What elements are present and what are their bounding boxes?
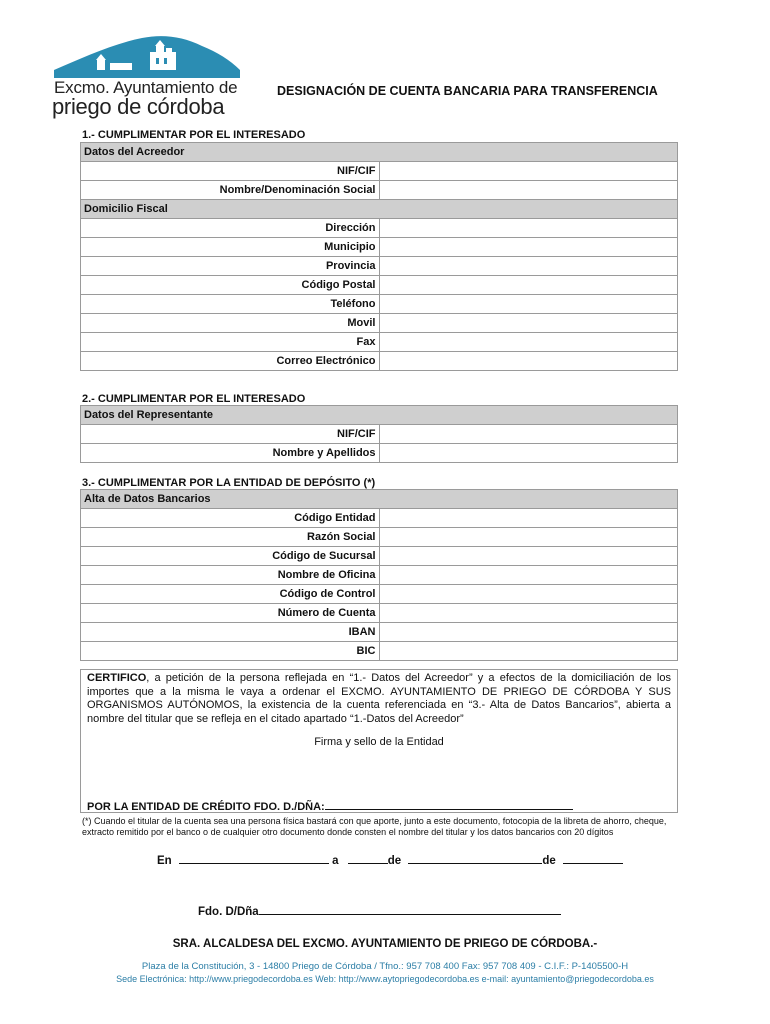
place-field[interactable] [179,852,329,864]
direccion-field[interactable] [379,219,678,238]
representative-name-field[interactable] [379,444,678,463]
sucursal-label: Código de Sucursal [81,547,380,566]
month-field[interactable] [408,852,542,864]
control-label: Código de Control [81,585,380,604]
oficina-label: Nombre de Oficina [81,566,380,585]
municipio-label: Municipio [81,238,380,257]
razon-social-label: Razón Social [81,528,380,547]
cuenta-field[interactable] [379,604,678,623]
municipio-field[interactable] [379,238,678,257]
municipality-logo [52,30,244,119]
iban-label: IBAN [81,623,380,642]
day-field[interactable] [348,852,388,864]
date-en-label: En [157,855,172,867]
provincia-label: Provincia [81,257,380,276]
bic-label: BIC [81,642,380,661]
razon-social-field[interactable] [379,528,678,547]
entity-signature-label: POR LA ENTIDAD DE CRÉDITO FDO. D./DÑA: [87,801,325,813]
creditor-name-field[interactable] [379,181,678,200]
date-line [157,852,623,867]
certification-box [80,669,678,813]
logo-line1: Excmo. Ayuntamiento de [54,78,238,97]
year-field[interactable] [563,852,623,864]
creditor-table [80,142,678,371]
section2-title: 2.- CUMPLIMENTAR POR EL INTERESADO [82,393,306,405]
domicilio-header: Domicilio Fiscal [81,200,678,219]
town-skyline-icon [52,30,244,80]
signature-line [198,903,561,918]
sucursal-field[interactable] [379,547,678,566]
document-title: DESIGNACIÓN DE CUENTA BANCARIA PARA TRANSFERENCIA [277,84,658,98]
representative-nif-field[interactable] [379,425,678,444]
signature-field[interactable] [259,903,561,915]
date-a-label: a [332,855,339,867]
oficina-field[interactable] [379,566,678,585]
movil-field[interactable] [379,314,678,333]
bic-field[interactable] [379,642,678,661]
firma-label: Firma y sello de la Entidad [314,736,444,748]
addressee: SRA. ALCALDESA DEL EXCMO. AYUNTAMIENTO DE PRIEGO DE CÓRDOBA.- [172,938,598,950]
codigo-entidad-label: Código Entidad [81,509,380,528]
correo-field[interactable] [379,352,678,371]
bank-table [80,489,678,661]
fax-field[interactable] [379,333,678,352]
certifico-lead: CERTIFICO [87,672,147,684]
representative-header: Datos del Representante [81,406,678,425]
bank-header: Alta de Datos Bancarios [81,490,678,509]
iban-field[interactable] [379,623,678,642]
codigo-postal-field[interactable] [379,276,678,295]
section3-title: 3.- CUMPLIMENTAR POR LA ENTIDAD DE DEPÓSITO (*) [82,477,376,489]
entity-signature-line [87,798,573,813]
telefono-label: Teléfono [81,295,380,314]
correo-label: Correo Electrónico [81,352,380,371]
footer-contact: Sede Electrónica: http://www.priegodecordoba.es Web: http://www.aytopriegodecordoba.es e-mail: ayuntamiento@priegodecordoba.es [116,974,654,984]
telefono-field[interactable] [379,295,678,314]
fax-label: Fax [81,333,380,352]
codigo-postal-label: Código Postal [81,276,380,295]
movil-label: Movil [81,314,380,333]
creditor-nif-field[interactable] [379,162,678,181]
footer-address: Plaza de la Constitución, 3 - 14800 Priego de Córdoba / Tfno.: 957 708 400 Fax: 957 708 409 - C.I.F.: P-1405500-H [141,961,629,972]
footnote: (*) Cuando el titular de la cuenta sea una persona física bastará con que aporte, junto a este documento, fotocopia de la libreta de ahorro, cheque, extracto remitido por el banco o de cualquier otro documento donde consten el nombre del titular y los datos bancarios con 20 dígitos [82,816,667,837]
creditor-header: Datos del Acreedor [81,143,678,162]
direccion-label: Dirección [81,219,380,238]
codigo-entidad-field[interactable] [379,509,678,528]
representative-nif-label: NIF/CIF [81,425,380,444]
date-de2-label: de [542,855,556,867]
certifico-body: , a petición de la persona reflejada en “1.- Datos del Acreedor” y a efectos de la domiciliación de los importes que a la misma le vaya a ordenar el EXCMO. AYUNTAMIENTO DE PRIEGO DE CÓRDOBA Y SUS ORGANISMOS AUTÓNOMOS, la existencia de la cuenta referenciada en “3.- Alta de Datos Bancarios”, abierta a nombre del titular que se refleja en el citado apartado “1.-Datos del Acreedor” [87,672,671,725]
representative-table [80,405,678,463]
section1-title: 1.- CUMPLIMENTAR POR EL INTERESADO [82,129,306,141]
logo-line2: priego de córdoba [52,94,225,119]
control-field[interactable] [379,585,678,604]
provincia-field[interactable] [379,257,678,276]
representative-name-label: Nombre y Apellidos [81,444,380,463]
entity-signature-field[interactable] [325,798,573,810]
creditor-name-label: Nombre/Denominación Social [81,181,380,200]
date-de1-label: de [387,855,402,867]
creditor-nif-label: NIF/CIF [81,162,380,181]
certification-text [87,672,671,726]
signature-label: Fdo. D/Dña [198,906,259,918]
cuenta-label: Número de Cuenta [81,604,380,623]
